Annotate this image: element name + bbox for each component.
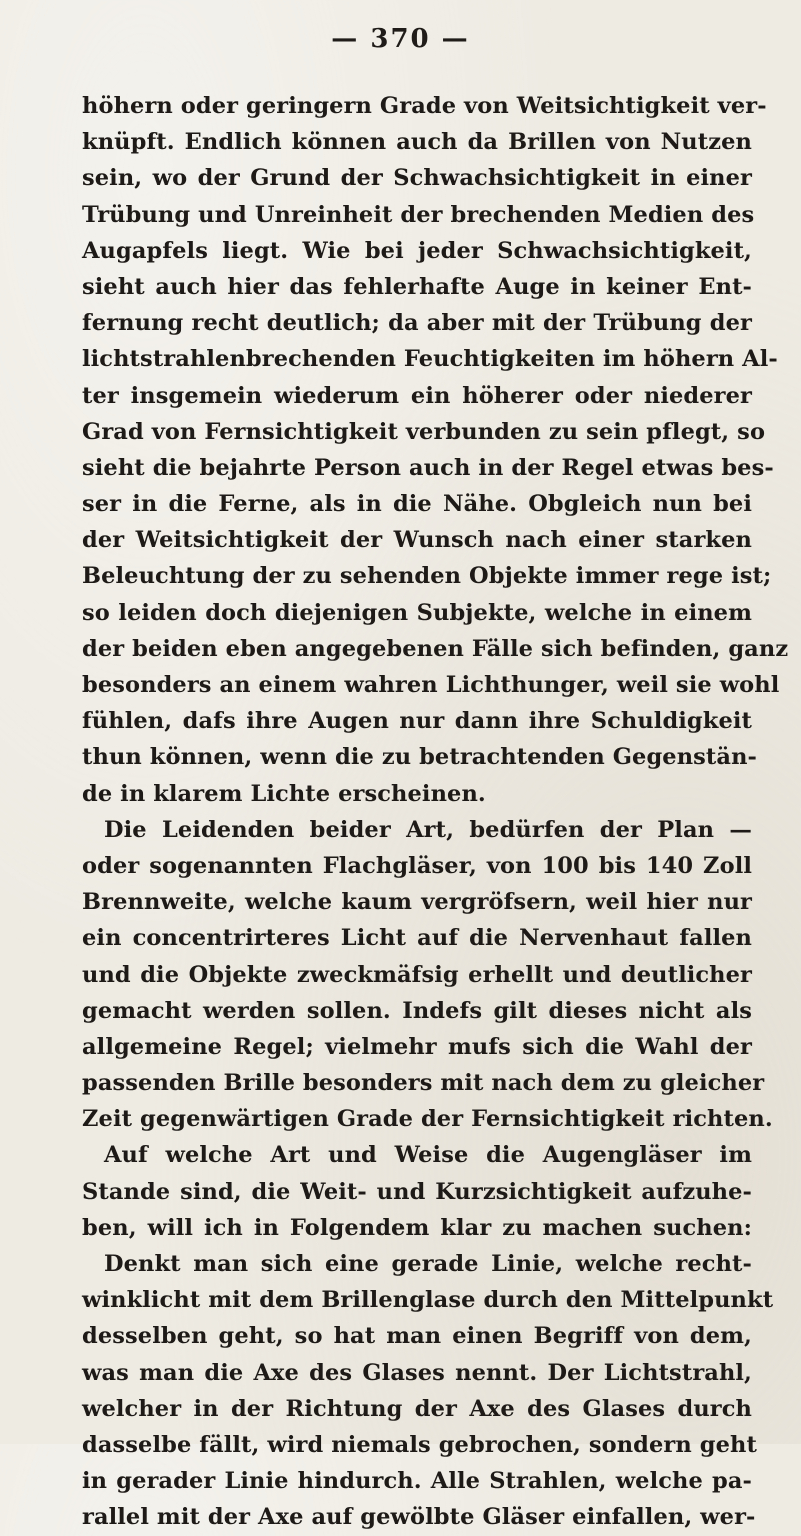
text-line: passenden Brille besonders mit nach dem zu gleicher [82,1070,765,1097]
text-line: dasselbe fällt, wird niemals gebrochen, sondern geht [82,1431,757,1458]
body-text [82,88,789,1536]
text-line: der beiden eben angegebenen Fälle sich befinden, ganz [82,635,789,662]
text-line: lichtstrahlenbrechenden Feuchtigkeiten im höhern Al- [82,346,778,373]
text-line: sieht auch hier das fehlerhafte Auge in keiner Ent- [82,273,752,300]
text-line: rallel mit der Axe auf gewölbte Gläser einfallen, wer- [82,1504,756,1531]
text-line: Die Leidenden beider Art, bedürfen der Plan — [104,816,752,843]
text-line: sein, wo der Grund der Schwachsichtigkeit in einer [82,165,752,192]
text-line: knüpft. Endlich können auch da Brillen von Nutzen [82,129,752,156]
text-line: ter insgemein wiederum ein höherer oder niederer [82,382,752,409]
text-line: Zeit gegenwärtigen Grade der Fernsichtigkeit richten. [82,1106,773,1133]
text-line: thun können, wenn die zu betrachtenden Gegenstän- [82,744,757,771]
text-line: ser in die Ferne, als in die Nähe. Obgleich nun bei [82,491,752,518]
text-line: desselben geht, so hat man einen Begriff von dem, [82,1323,752,1350]
text-line: ein concentrirteres Licht auf die Nervenhaut fallen [82,925,752,952]
text-line: ben, will ich in Folgendem klar zu machen suchen: [82,1214,752,1241]
text-line: höhern oder geringern Grade von Weitsichtigkeit ver- [82,93,767,119]
text-line: in gerader Linie hindurch. Alle Strahlen, welche pa- [82,1468,752,1495]
text-line: fühlen, dafs ihre Augen nur dann ihre Schuldigkeit [82,708,752,735]
text-line: besonders an einem wahren Lichthunger, weil sie wohl [82,672,780,698]
text-line: und die Objekte zweckmäfsig erhellt und deutlicher [82,961,752,988]
text-line: Trübung und Unreinheit der brechenden Medien des [82,201,755,228]
text-line: der Weitsichtigkeit der Wunsch nach einer starken [82,527,752,554]
text-line: Brennweite, welche kaum vergröfsern, weil hier nur [82,889,752,916]
text-line: Augapfels liegt. Wie bei jeder Schwachsichtigkeit, [82,237,752,264]
text-line: fernung recht deutlich; da aber mit der Trübung der [82,310,752,337]
text-line: Beleuchtung der zu sehenden Objekte immer rege ist; [82,563,772,590]
text-line: allgemeine Regel; vielmehr mufs sich die Wahl der [82,1033,752,1060]
text-line: sieht die bejahrte Person auch in der Regel etwas bes- [82,454,774,481]
text-line: was man die Axe des Glases nennt. Der Lichtstrahl, [82,1359,752,1386]
text-line: oder sogenannten Flachgläser, von 100 bis 140 Zoll [82,852,752,879]
text-line: de in klarem Lichte erscheinen. [82,780,486,807]
text-line: Denkt man sich eine gerade Linie, welche recht- [104,1251,752,1277]
text-line: Auf welche Art und Weise die Augengläser im [104,1142,752,1169]
text-line: Grad von Fernsichtigkeit verbunden zu sein pflegt, so [82,418,766,445]
text-line: winklicht mit dem Brillenglase durch den Mittelpunkt [82,1287,774,1314]
page-number: — 370 — [331,24,470,54]
text-line: Stande sind, die Weit- und Kurzsichtigkeit aufzuhe- [82,1178,752,1205]
text-line: so leiden doch diejenigen Subjekte, welche in einem [82,599,752,626]
text-line: welcher in der Richtung der Axe des Glases durch [82,1395,752,1422]
text-line: gemacht werden sollen. Indefs gilt dieses nicht als [82,997,752,1024]
